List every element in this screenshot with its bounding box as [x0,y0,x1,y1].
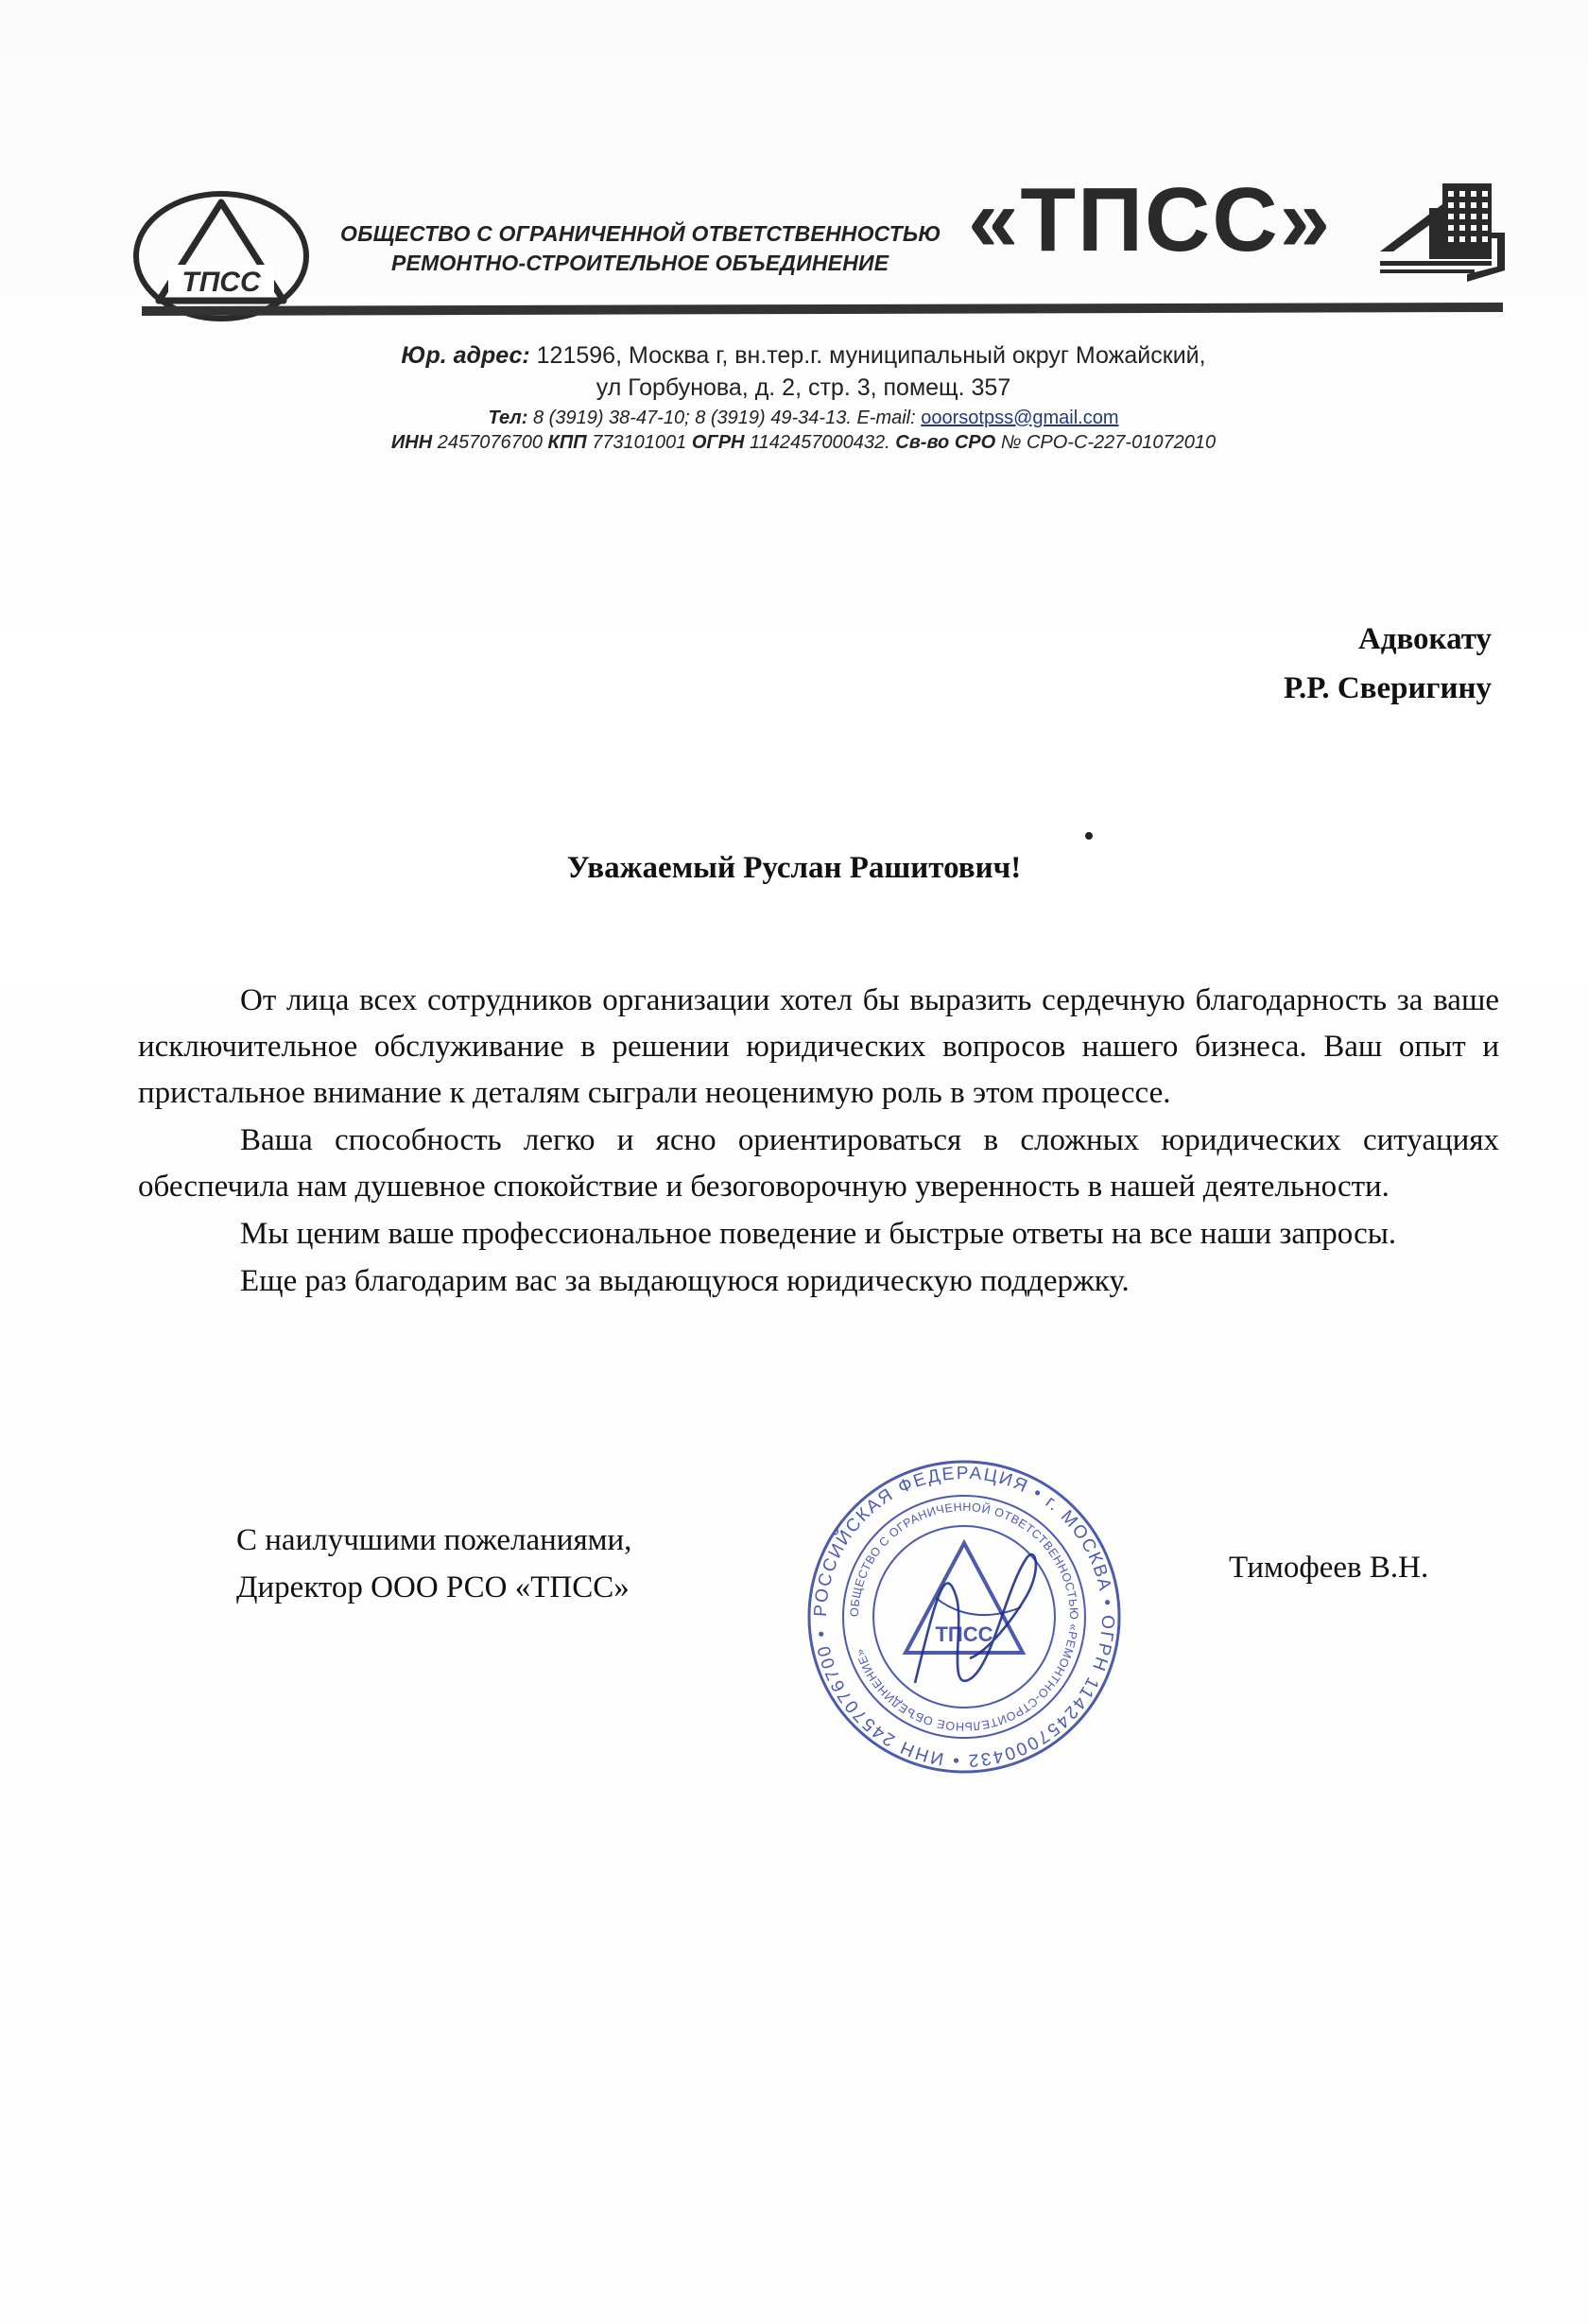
signature-mark [915,1554,1036,1683]
phone-numbers: 8 (3919) 38-47-10; 8 (3919) 49-34-13. [532,408,852,428]
salutation: Уважаемый Руслан Рашитович! [566,851,1022,885]
signer-name: Тимофеев В.Н. [1229,1551,1429,1585]
brand-name: «ТПСС» [968,169,1333,270]
addressee-title: Адвокату [1357,622,1492,656]
contacts-line [284,408,1323,429]
body-paragraph-4: Еще раз благодарим вас за выдающуюся юридическую поддержку. [240,1264,1130,1298]
closing-regards: С наилучшими пожеланиями, [236,1523,632,1557]
closing-block [236,1517,631,1611]
letterhead-divider [142,301,1503,321]
stamp-outer-text: РОССИЙСКАЯ ФЕДЕРАЦИЯ • г. МОСКВА • ОГРН 1142457000432 • ИНН 2457076700 • [810,1463,1118,1771]
closing-position: Директор ООО РСО «ТПСС» [236,1570,630,1604]
sro-value: № СРО-С-227-01072010 [1000,432,1217,453]
inn-value: 2457076700 [437,432,543,453]
email-link[interactable]: ooorsotpss@gmail.com [921,408,1119,428]
address-text-1: 121596, Москва г, вн.тер.г. муниципальный округ Можайский, [536,342,1206,369]
building-icon [1376,176,1509,287]
kpp-value: 773101001 [592,432,687,453]
stamp-center-text: ТПСС [935,1622,993,1646]
ogrn-value: 1142457000432. [750,432,890,453]
letter-body [138,978,1499,1306]
email-label: E-mail: [856,408,916,428]
sro-label: Св-во СРО [895,432,996,453]
company-name [340,219,945,278]
company-line-2: РЕМОНТНО-СТРОИТЕЛЬНОЕ ОБЪЕДИНЕНИЕ [391,251,889,275]
phone-label: Тел: [488,408,528,428]
address-label: Юр. адрес: [401,342,530,369]
logo-text: ТПСС [181,267,261,298]
inn-label: ИНН [390,432,433,453]
svg-text:ОБЩЕСТВО С ОГРАНИЧЕННОЙ ОТВЕТС [848,1500,1080,1733]
addressee-name: Р.Р. Сверигину [1284,671,1492,705]
stamp-inner-text: ОБЩЕСТВО С ОГРАНИЧЕННОЙ ОТВЕТСТВЕННОСТЬЮ «РЕМОНТНО-СТРОИТЕЛЬНОЕ ОБЪЕДИНЕНИЕ» [847,1500,1081,1734]
address-line-1 [284,342,1323,370]
body-paragraph-2: Ваша способность легко и ясно ориентироваться в сложных юридических ситуациях обеспечила нам душевное спокойствие и безоговорочную уверенность в нашей деятельности. [138,1123,1499,1204]
registration-line [284,432,1323,454]
address-line-2: ул Горбунова, д. 2, стр. 3, помещ. 357 [596,374,1011,401]
stray-dot [1085,832,1093,840]
addressee-block [1284,615,1492,713]
company-line-1: ОБЩЕСТВО С ОГРАНИЧЕННОЙ ОТВЕТСТВЕННОСТЬЮ [340,221,941,246]
company-stamp-icon [803,1456,1125,1778]
ogrn-label: ОГРН [691,432,745,453]
body-paragraph-1: От лица всех сотрудников организации хотел бы выразить сердечную благодарность за ваше исключительное обслуживание в решении юридических вопросов нашего бизнеса. Ваш опыт и пристальное внимание к деталям сыграли неоценимую роль в этом процессе. [138,983,1499,1110]
kpp-label: КПП [547,432,587,453]
body-paragraph-3: Мы ценим ваше профессиональное поведение и быстрые ответы на все наши запросы. [240,1217,1397,1251]
